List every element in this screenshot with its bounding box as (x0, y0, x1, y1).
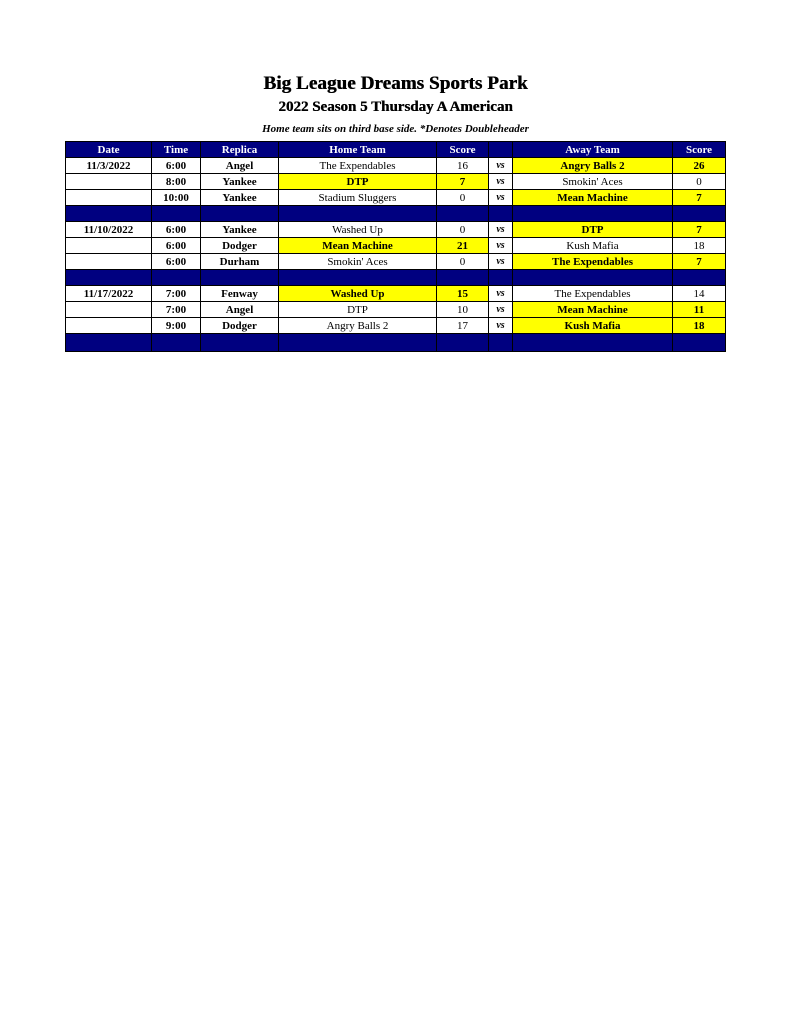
table-row (66, 302, 726, 318)
away-score-cell: 11 (673, 302, 726, 318)
home-team-cell: Angry Balls 2 (279, 318, 437, 334)
table-row (66, 318, 726, 334)
separator-cell (513, 270, 673, 286)
separator-cell (437, 270, 489, 286)
column-header-vs (489, 142, 513, 158)
home-team-cell: Washed Up (279, 286, 437, 302)
time-cell: 6:00 (152, 238, 201, 254)
separator-cell (673, 206, 726, 222)
table-header-row (66, 142, 726, 158)
date-cell (66, 238, 152, 254)
away-score-cell: 14 (673, 286, 726, 302)
home-score-cell: 0 (437, 190, 489, 206)
time-cell: 9:00 (152, 318, 201, 334)
vs-cell: vs (489, 158, 513, 174)
vs-cell: vs (489, 254, 513, 270)
column-header-away-team: Away Team (513, 142, 673, 158)
schedule-body (66, 158, 726, 352)
separator-cell (152, 270, 201, 286)
date-cell (66, 174, 152, 190)
separator-cell (513, 334, 673, 352)
home-score-cell: 21 (437, 238, 489, 254)
separator-cell (152, 334, 201, 352)
separator-cell (279, 270, 437, 286)
home-score-cell: 7 (437, 174, 489, 190)
replica-cell: Angel (201, 302, 279, 318)
home-team-cell: Mean Machine (279, 238, 437, 254)
week-separator-row (66, 334, 726, 352)
home-team-cell: Smokin' Aces (279, 254, 437, 270)
column-header-away-score: Score (673, 142, 726, 158)
date-cell: 11/3/2022 (66, 158, 152, 174)
page-subtitle: 2022 Season 5 Thursday A American (278, 99, 513, 115)
table-row (66, 254, 726, 270)
separator-cell (437, 206, 489, 222)
replica-cell: Fenway (201, 286, 279, 302)
away-score-cell: 18 (673, 238, 726, 254)
date-cell: 11/10/2022 (66, 222, 152, 238)
time-cell: 8:00 (152, 174, 201, 190)
separator-cell (66, 270, 152, 286)
table-row (66, 286, 726, 302)
home-team-cell: DTP (279, 174, 437, 190)
away-team-cell: Angry Balls 2 (513, 158, 673, 174)
separator-cell (279, 206, 437, 222)
replica-cell: Yankee (201, 222, 279, 238)
away-team-cell: The Expendables (513, 286, 673, 302)
separator-cell (513, 206, 673, 222)
date-cell: 11/17/2022 (66, 286, 152, 302)
home-score-cell: 17 (437, 318, 489, 334)
home-score-cell: 15 (437, 286, 489, 302)
separator-cell (201, 206, 279, 222)
table-row (66, 238, 726, 254)
home-score-cell: 16 (437, 158, 489, 174)
page-title: Big League Dreams Sports Park (263, 73, 528, 94)
week-separator-row (66, 270, 726, 286)
time-cell: 10:00 (152, 190, 201, 206)
home-team-cell: The Expendables (279, 158, 437, 174)
vs-cell: vs (489, 238, 513, 254)
away-score-cell: 7 (673, 222, 726, 238)
separator-cell (152, 206, 201, 222)
vs-cell: vs (489, 318, 513, 334)
separator-cell (201, 334, 279, 352)
column-header-home-score: Score (437, 142, 489, 158)
separator-cell (66, 206, 152, 222)
replica-cell: Yankee (201, 174, 279, 190)
separator-cell (279, 334, 437, 352)
away-team-cell: Smokin' Aces (513, 174, 673, 190)
away-team-cell: DTP (513, 222, 673, 238)
date-cell (66, 318, 152, 334)
away-score-cell: 7 (673, 254, 726, 270)
time-cell: 6:00 (152, 222, 201, 238)
time-cell: 7:00 (152, 302, 201, 318)
vs-cell: vs (489, 286, 513, 302)
column-header-date: Date (66, 142, 152, 158)
table-row (66, 174, 726, 190)
away-score-cell: 18 (673, 318, 726, 334)
home-score-cell: 0 (437, 222, 489, 238)
away-team-cell: Mean Machine (513, 190, 673, 206)
separator-cell (437, 334, 489, 352)
column-header-replica: Replica (201, 142, 279, 158)
date-cell (66, 190, 152, 206)
away-score-cell: 7 (673, 190, 726, 206)
vs-cell: vs (489, 190, 513, 206)
column-header-home-team: Home Team (279, 142, 437, 158)
separator-cell (673, 270, 726, 286)
schedule-note: Home team sits on third base side. *Denotes Doubleheader (262, 123, 529, 135)
away-team-cell: Kush Mafia (513, 238, 673, 254)
time-cell: 6:00 (152, 254, 201, 270)
vs-cell: vs (489, 222, 513, 238)
away-team-cell: Kush Mafia (513, 318, 673, 334)
home-team-cell: Washed Up (279, 222, 437, 238)
table-row (66, 222, 726, 238)
vs-cell: vs (489, 174, 513, 190)
away-score-cell: 0 (673, 174, 726, 190)
separator-cell (489, 206, 513, 222)
replica-cell: Angel (201, 158, 279, 174)
home-score-cell: 0 (437, 254, 489, 270)
date-cell (66, 302, 152, 318)
separator-cell (489, 334, 513, 352)
separator-cell (66, 334, 152, 352)
separator-cell (489, 270, 513, 286)
home-team-cell: Stadium Sluggers (279, 190, 437, 206)
week-separator-row (66, 206, 726, 222)
time-cell: 7:00 (152, 286, 201, 302)
replica-cell: Dodger (201, 238, 279, 254)
separator-cell (201, 270, 279, 286)
replica-cell: Durham (201, 254, 279, 270)
table-row (66, 158, 726, 174)
column-header-time: Time (152, 142, 201, 158)
separator-cell (673, 334, 726, 352)
table-row (66, 190, 726, 206)
away-score-cell: 26 (673, 158, 726, 174)
schedule-table (65, 141, 726, 352)
away-team-cell: Mean Machine (513, 302, 673, 318)
vs-cell: vs (489, 302, 513, 318)
home-score-cell: 10 (437, 302, 489, 318)
away-team-cell: The Expendables (513, 254, 673, 270)
home-team-cell: DTP (279, 302, 437, 318)
date-cell (66, 254, 152, 270)
time-cell: 6:00 (152, 158, 201, 174)
replica-cell: Yankee (201, 190, 279, 206)
replica-cell: Dodger (201, 318, 279, 334)
